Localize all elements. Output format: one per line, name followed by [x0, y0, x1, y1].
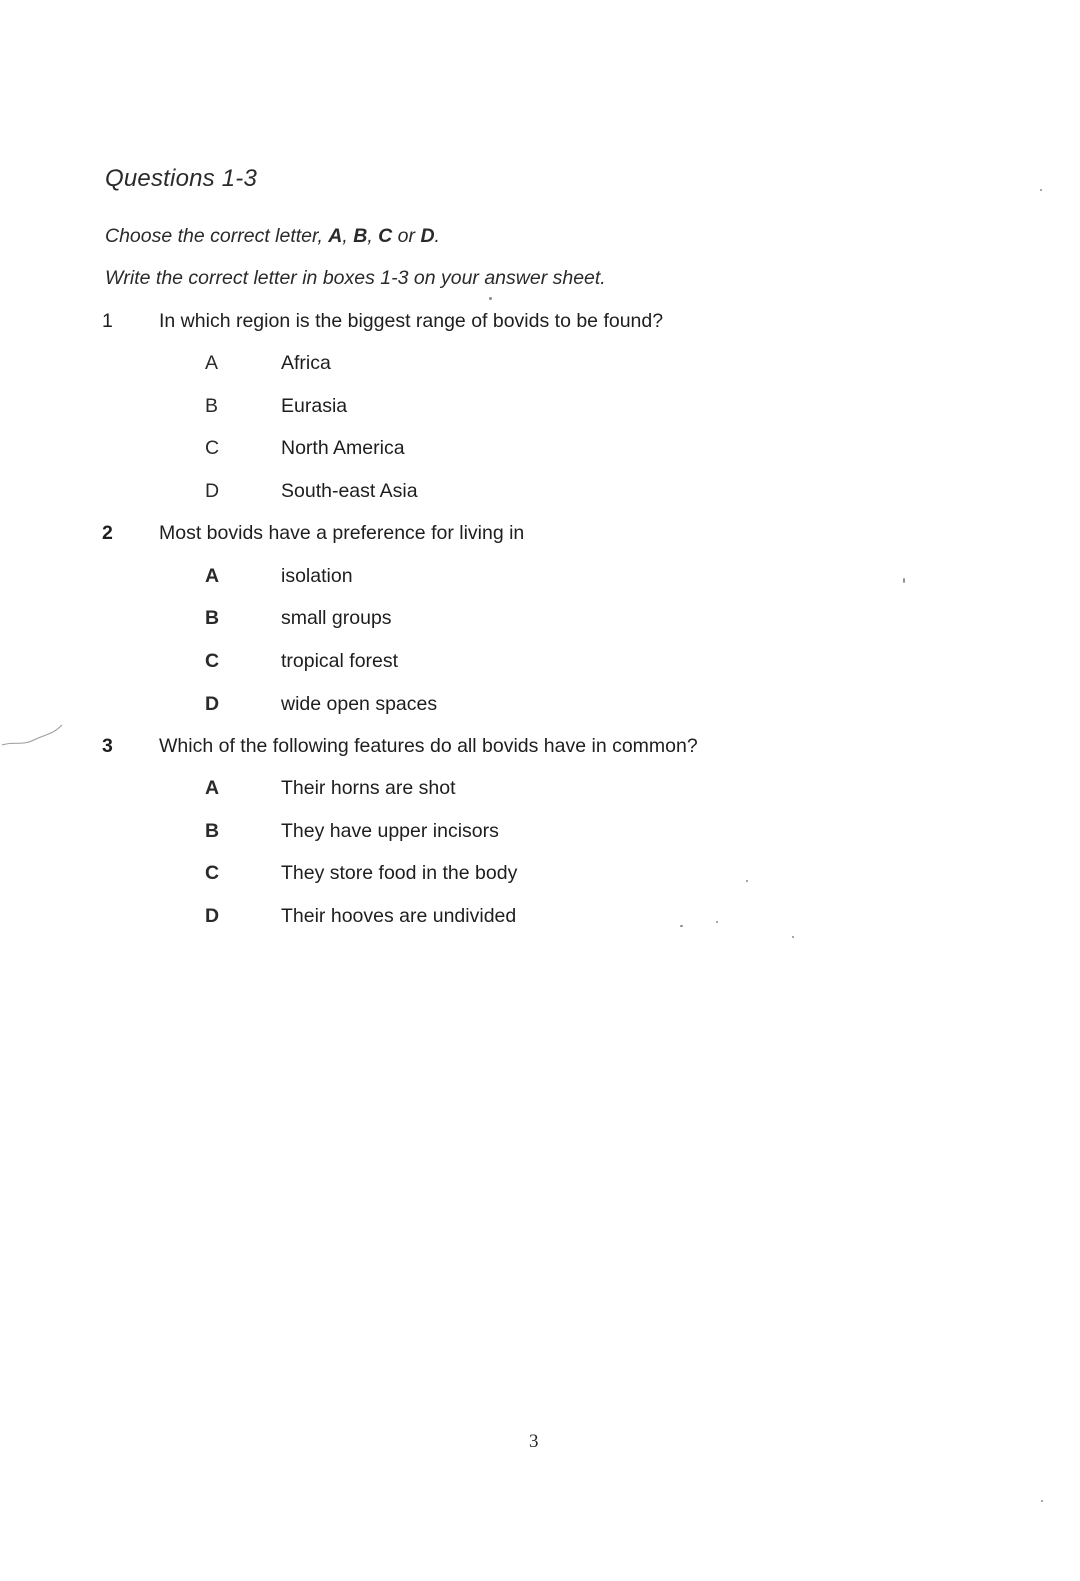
q2-option-c-letter: C	[205, 650, 220, 672]
q1-option-d-letter: D	[205, 480, 220, 502]
scan-speck	[489, 297, 492, 300]
q3-option-d-text: Their hooves are undivided	[281, 905, 517, 927]
q3-option-a-letter: A	[205, 777, 220, 799]
instruction-answer-sheet: Write the correct letter in boxes 1-3 on your answer sheet.	[105, 267, 606, 289]
q1-option-c-letter: C	[205, 437, 220, 459]
q1-option-a-letter: A	[205, 352, 219, 374]
instruction-letter-a: A	[328, 225, 343, 247]
q1-option-b-letter: B	[205, 395, 219, 417]
question-2-number: 2	[102, 522, 113, 544]
q3-option-b-text: They have upper incisors	[281, 820, 499, 842]
q3-option-b-letter: B	[205, 820, 220, 842]
instruction-separator: ,	[342, 225, 354, 247]
page-number: 3	[529, 1431, 539, 1452]
q2-option-b-text: small groups	[281, 607, 392, 629]
q2-option-a-letter: A	[205, 565, 220, 587]
instruction-separator: or	[392, 225, 421, 247]
scan-speck	[746, 880, 748, 882]
q1-option-c-text: North America	[281, 437, 405, 459]
scan-speck	[716, 921, 718, 923]
q2-option-c-text: tropical forest	[281, 650, 399, 672]
q3-option-d-letter: D	[205, 905, 220, 927]
question-3-text: Which of the following features do all bovids have in common?	[159, 735, 698, 757]
q2-option-b-letter: B	[205, 607, 220, 629]
instruction-prefix: Choose the correct letter,	[105, 225, 329, 247]
scan-mark-left	[0, 715, 70, 755]
instruction-letter-b: B	[353, 225, 368, 247]
q2-option-d-text: wide open spaces	[281, 693, 438, 715]
q2-option-a-text: isolation	[281, 565, 353, 587]
q1-option-a-text: Africa	[281, 352, 331, 374]
question-1-text: In which region is the biggest range of bovids to be found?	[159, 310, 664, 332]
instruction-choose-letter	[105, 225, 440, 248]
instruction-suffix: .	[434, 225, 440, 247]
instruction-separator: ,	[367, 225, 379, 247]
q1-option-d-text: South-east Asia	[281, 480, 418, 502]
scan-speck	[1041, 1500, 1043, 1502]
q3-option-c-text: They store food in the body	[281, 862, 518, 884]
q3-option-a-text: Their horns are shot	[281, 777, 456, 799]
question-3-number: 3	[102, 735, 113, 757]
scan-speck	[1040, 189, 1042, 191]
scan-speck	[792, 936, 794, 938]
q1-option-b-text: Eurasia	[281, 395, 348, 417]
instruction-letter-d: D	[420, 225, 435, 247]
scan-speck	[680, 925, 683, 927]
questions-heading: Questions 1-3	[105, 165, 258, 192]
question-2-text: Most bovids have a preference for living in	[159, 522, 525, 544]
scan-speck	[903, 578, 905, 583]
question-1-number: 1	[102, 310, 113, 332]
q2-option-d-letter: D	[205, 693, 220, 715]
q3-option-c-letter: C	[205, 862, 220, 884]
instruction-letter-c: C	[378, 225, 393, 247]
